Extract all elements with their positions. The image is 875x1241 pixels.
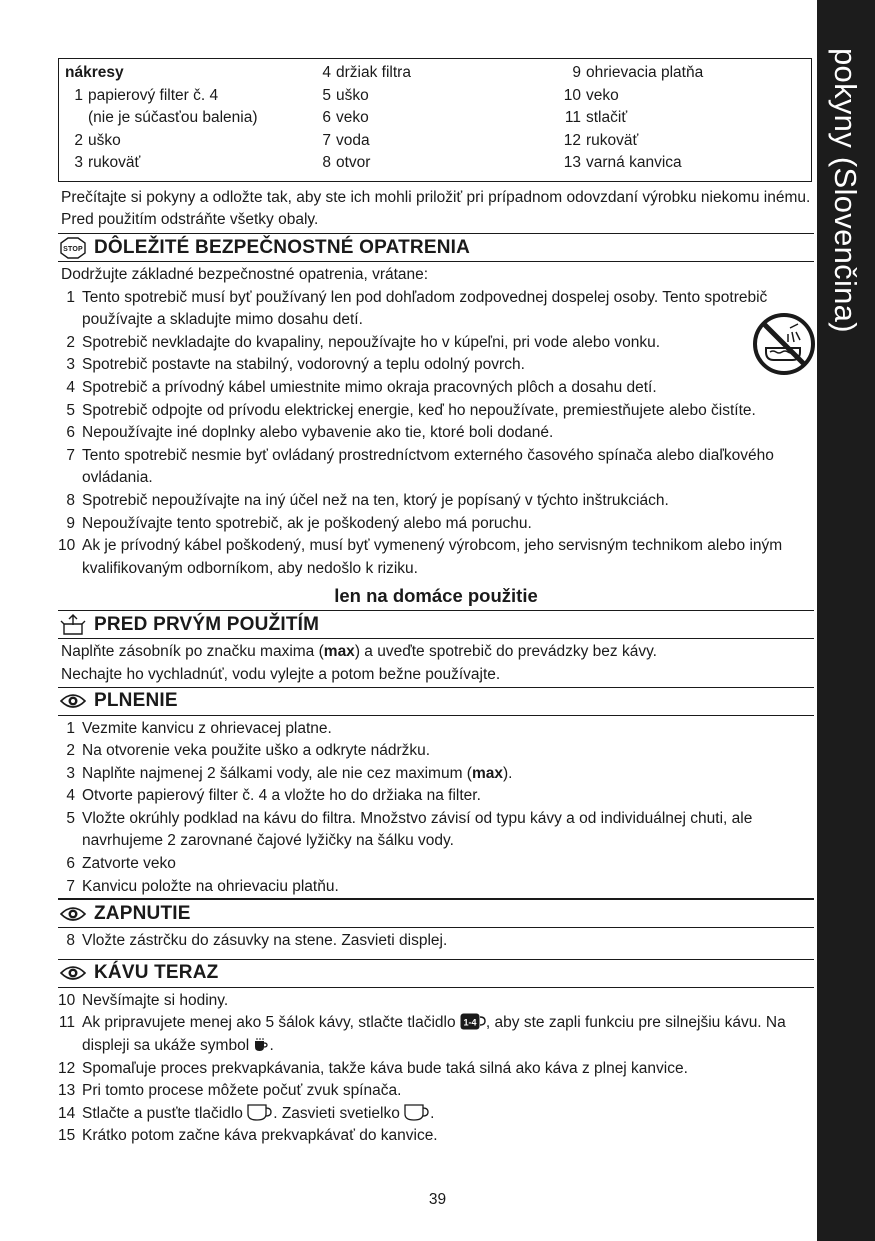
parts-column-1: [65, 62, 258, 175]
part-item: 10 veko: [563, 86, 619, 104]
parts-column-3: [559, 62, 703, 175]
section-header-first-use: [58, 610, 814, 639]
part-item: 8 otvor: [322, 154, 371, 171]
part-item: 6 veko: [322, 109, 369, 126]
list-item: 1 Vezmite kanvicu z ohrievacej platne.: [66, 719, 332, 737]
part-item: 3 rukoväť: [74, 154, 141, 171]
brew-button-icon: [247, 1104, 273, 1121]
part-item: 2 uško: [74, 131, 121, 149]
list-item: 7 Tento spotrebič nesmie byť ovládaný prostredníctvom externého časového spínača alebo diaľkového ovládania.: [66, 446, 774, 487]
list-item: 12 Spomaľuje proces prekvapkávania, takže káva bude taká silná ako káva z plnej kanvice.: [58, 1059, 688, 1077]
instructions-content: [58, 187, 814, 1148]
list-item: 7 Kanvicu položte na ohrievaciu platňu.: [66, 877, 339, 895]
list-item: 10 Nevšímajte si hodiny.: [58, 991, 229, 1009]
list-item: 6 Nepoužívajte iné doplnky alebo vybavenie ako tie, ktoré boli dodané.: [66, 424, 554, 442]
page-number: 39: [428, 1191, 447, 1208]
section-title: KÁVU TERAZ: [94, 962, 219, 984]
part-item: 1 papierový filter č. 4: [74, 86, 219, 104]
parts-column-2: [321, 62, 411, 175]
part-item: 11 stlačiť: [564, 109, 628, 126]
switch-on-body: [58, 928, 814, 953]
first-use-line-2: Nechajte ho vychladnúť, vodu vylejte a potom bežne používajte.: [61, 665, 501, 683]
safety-lead: Dodržujte základné bezpečnostné opatrenia, vrátane:: [61, 266, 429, 283]
list-item: 11 Ak pripravujete menej ako 5 šálok kávy, stlačte tlačidlo 1-4 , aby ste zapli funkciu pre silnejšiu kávu. Na displeji sa ukáže symbol .: [58, 1014, 786, 1055]
part-item: 5 uško: [322, 86, 369, 104]
list-item: 8 Spotrebič nepoužívajte na iný účel než na ten, ktorý je popísaný v týchto inštrukciách.: [66, 491, 669, 509]
part-item: 4 držiak filtra: [322, 64, 411, 81]
list-item: 1 Tento spotrebič musí byť používaný len pod dohľadom zodpovednej dospelej osoby. Tento spotrebič používajte a skladujte mimo dosahu detí.: [66, 288, 768, 329]
svg-text:STOP: STOP: [63, 245, 83, 253]
first-use-line-1: Naplňte zásobník po značku maxima (max) a uveďte spotrebič do prevádzky bez kávy.: [61, 643, 657, 661]
stop-sign-icon: [60, 237, 86, 259]
list-item: 2 Na otvorenie veka použite uško a odkryte nádržku.: [66, 742, 431, 760]
list-item: 5 Spotrebič odpojte od prívodu elektrickej energie, keď ho nepoužívate, premiestňujete alebo čistíte.: [66, 401, 756, 419]
domestic-use-note: len na domáce použitie: [334, 585, 538, 607]
list-item: 2 Spotrebič nevkladajte do kvapaliny, nepoužívajte ho v kúpeľni, pri vode alebo vonku.: [66, 333, 661, 351]
section-header-switch-on: [58, 898, 814, 928]
section-header-filling: [58, 687, 814, 716]
strong-brew-symbol-icon: [253, 1037, 269, 1053]
parts-title: nákresy: [65, 64, 124, 81]
list-item: 3 Naplňte najmenej 2 šálkami vody, ale nie cez maximum (max).: [66, 764, 513, 782]
language-sidebar: [817, 0, 875, 1241]
list-item: 3 Spotrebič postavte na stabilný, vodorovný a teplu odolný povrch.: [66, 356, 525, 374]
list-item: 4 Spotrebič a prívodný kábel umiestnite mimo okraja pracovných plôch a dosahu detí.: [66, 378, 657, 396]
part-item: 13 varná kanvica: [563, 154, 682, 171]
list-item: 13 Pri tomto procese môžete počuť zvuk spínača.: [58, 1082, 402, 1100]
coffee-now-body: [58, 988, 814, 1148]
eye-icon: [60, 962, 86, 984]
part-item: 7 voda: [322, 131, 370, 149]
part-item: 12 rukoväť: [563, 131, 639, 149]
list-item: 15 Krátko potom začne káva prekvapkávať do kanvice.: [58, 1127, 438, 1145]
first-use-body: [58, 639, 814, 686]
filling-body: [58, 716, 814, 899]
part-item: 9 ohrievacia platňa: [572, 64, 704, 81]
safety-body: [58, 262, 814, 608]
section-title: PLNENIE: [94, 690, 178, 711]
language-title: pokyny (Slovenčina): [828, 48, 863, 333]
list-item: 6 Zatvorte veko: [66, 855, 176, 873]
brew-light-icon: [404, 1104, 430, 1121]
svg-text:1-4: 1-4: [463, 1017, 477, 1028]
unpack-box-icon: [60, 614, 86, 636]
section-title: PRED PRVÝM POUŽITÍM: [94, 613, 320, 635]
intro-text: Prečítajte si pokyny a odložte tak, aby ste ich mohli priložiť pri prípadnom odovzdaní výrobku niekomu inému. Pred použitím odstráňte všetky obaly.: [61, 189, 811, 228]
list-item: 9 Nepoužívajte tento spotrebič, ak je poškodený alebo má poruchu.: [66, 514, 532, 532]
section-header-coffee-now: [58, 959, 814, 988]
eye-icon: [60, 690, 86, 712]
parts-list-box: [58, 58, 812, 182]
part-item-note: (nie je súčasťou balenia): [88, 109, 258, 126]
strong-brew-button-icon: [460, 1013, 486, 1030]
list-item: 10 Ak je prívodný kábel poškodený, musí byť vymenený výrobcom, jeho servisným technikom alebo iným kvalifikovaným odborníkom, aby nedošlo k riziku.: [58, 537, 783, 577]
list-item: 14 Stlačte a pusťte tlačidlo . Zasvieti svetielko .: [58, 1104, 435, 1122]
section-header-safety: [58, 233, 814, 262]
list-item: 4 Otvorte papierový filter č. 4 a vložte ho do držiaka na filter.: [66, 787, 481, 805]
section-title: DÔLEŽITÉ BEZPEČNOSTNÉ OPATRENIA: [94, 236, 471, 258]
section-title: ZAPNUTIE: [94, 902, 191, 924]
list-item: 8 Vložte zástrčku do zásuvky na stene. Zasvieti displej.: [66, 932, 448, 950]
list-item: 5 Vložte okrúhly podklad na kávu do filtra. Množstvo závisí od typu kávy a od individuálnej chuti, ale navrhujeme 2 zarovnané čajové lyžičky na šálku vody.: [66, 809, 753, 850]
eye-icon: [60, 903, 86, 925]
